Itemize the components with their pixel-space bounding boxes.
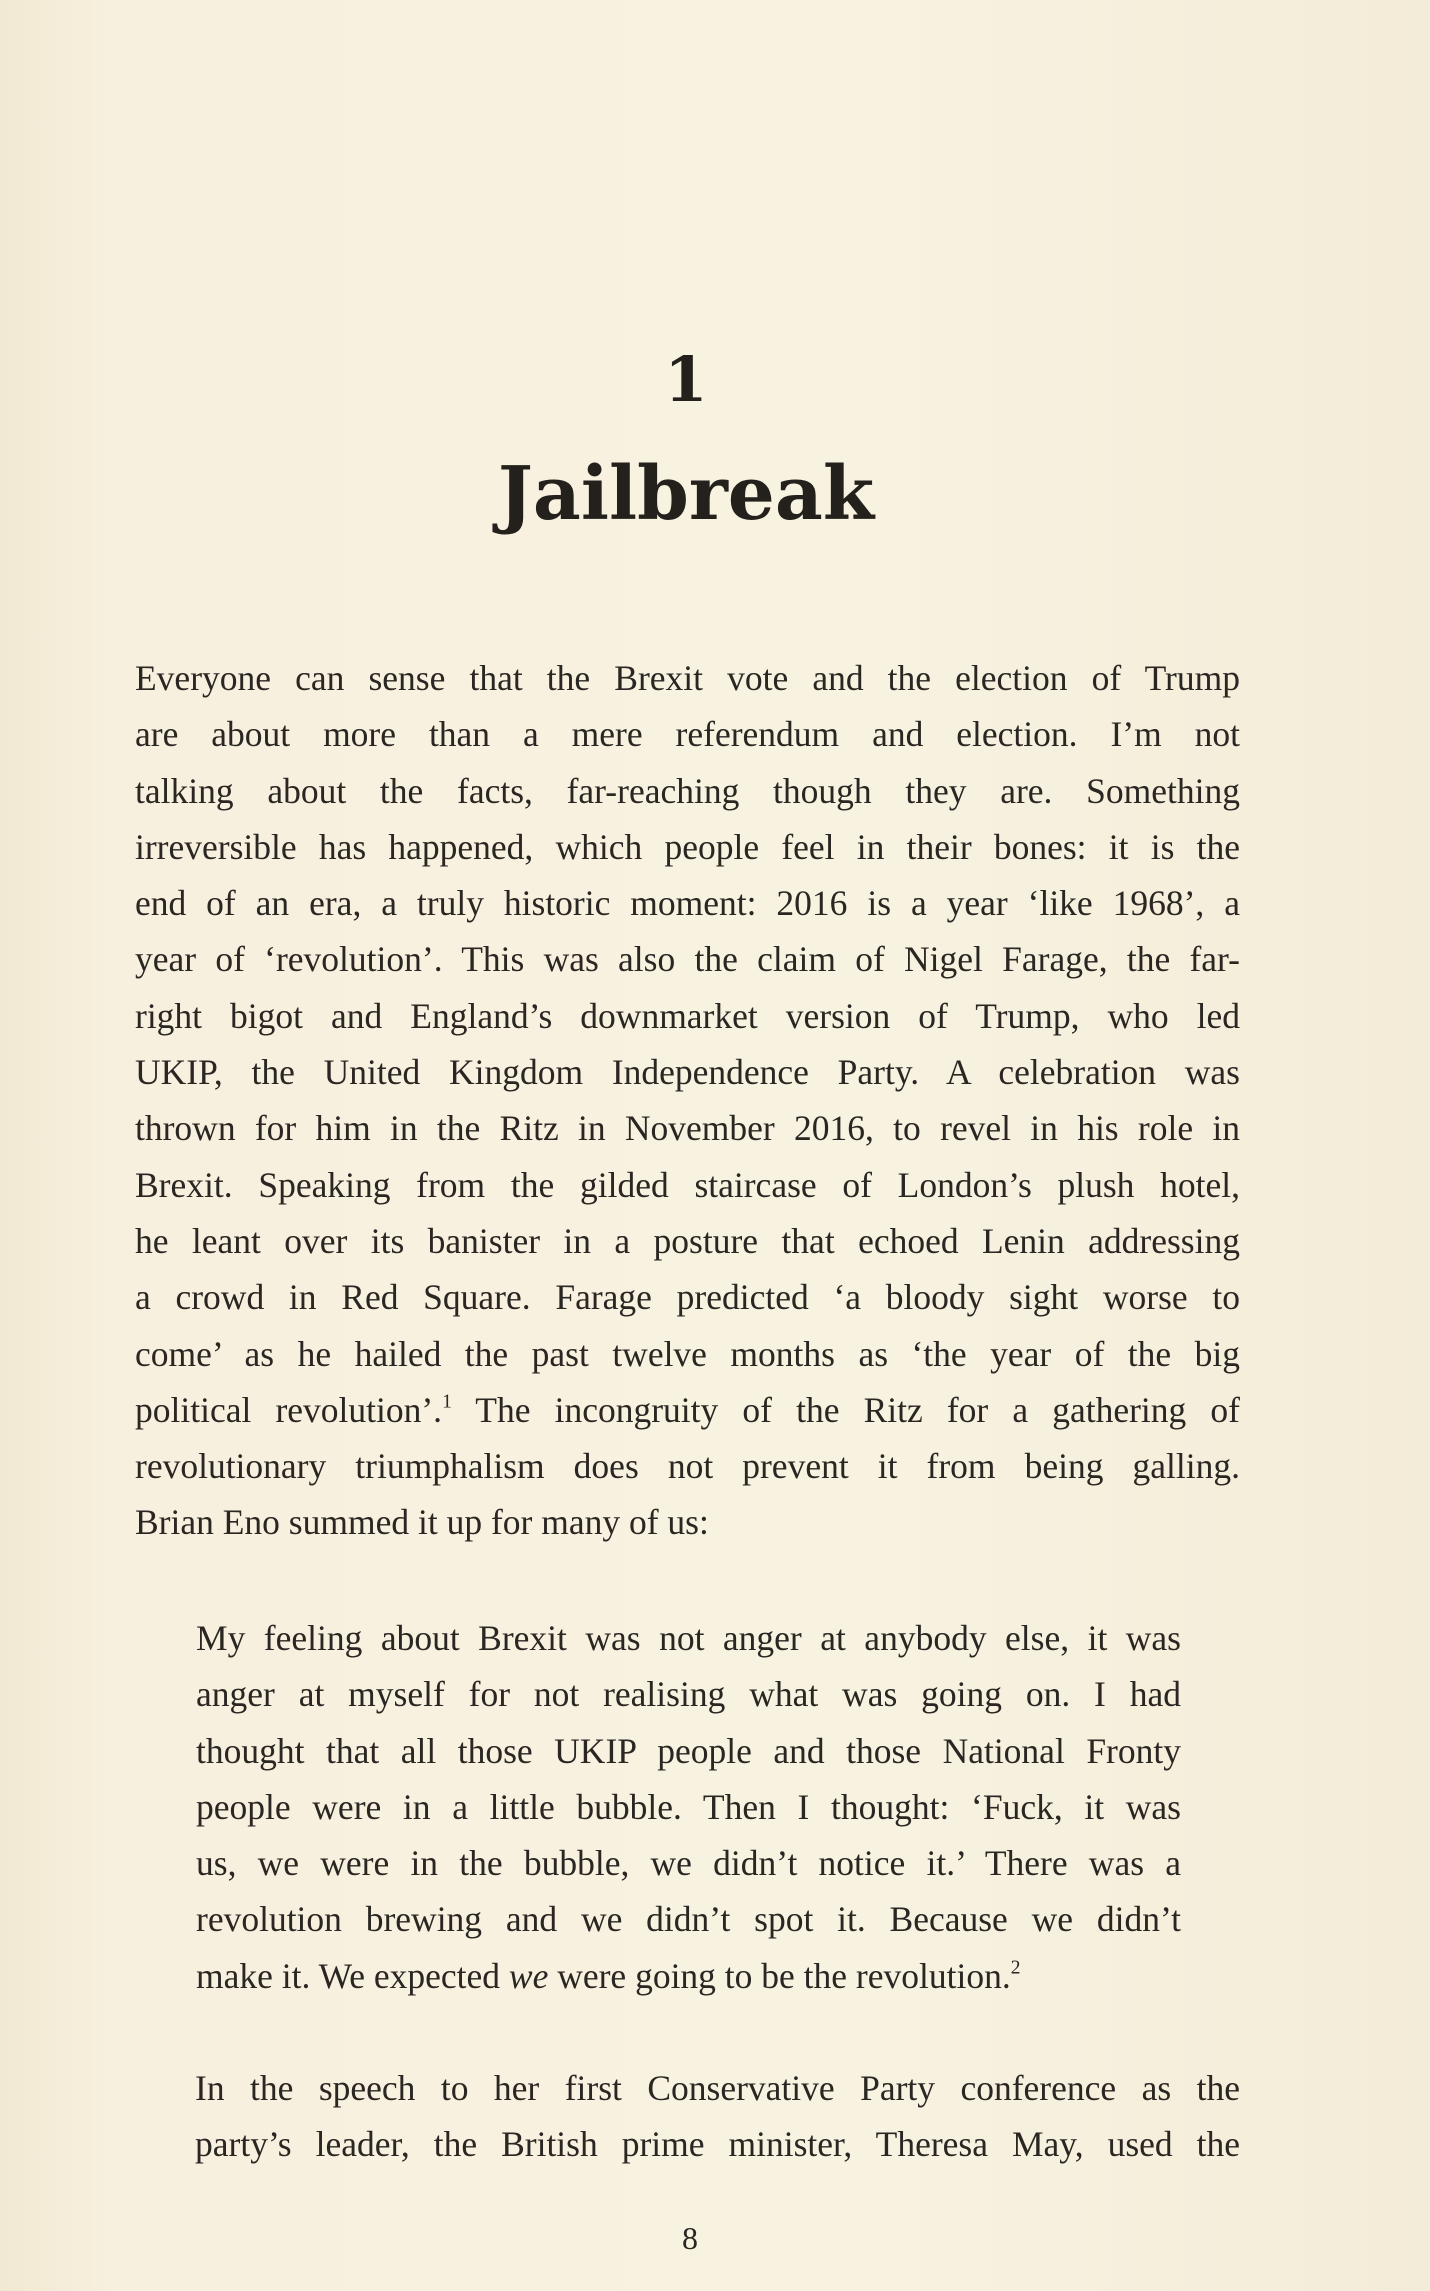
chapter-number: 1 <box>664 343 708 416</box>
block-quote <box>196 1610 1181 2004</box>
text-line: he leant over its banister in a posture that echoed Lenin addressing <box>135 1220 1240 1261</box>
text-line: In the speech to her first Conservative Party conference as the <box>195 2068 1240 2108</box>
quote-line: anger at myself for not realising what was going on. I had <box>196 1674 1181 1715</box>
text-line <box>135 1382 1240 1438</box>
text-line: year of ‘revolution’. This was also the claim of Nigel Farage, the far- <box>135 939 1240 980</box>
body-paragraph-1 <box>135 650 1240 1551</box>
text-line: Everyone can sense that the Brexit vote and the election of Trump <box>135 658 1240 698</box>
text-line: revolutionary triumphalism does not prevent it from being galling. <box>135 1446 1240 1487</box>
text-line: Brexit. Speaking from the gilded staircase of London’s plush hotel, <box>135 1164 1240 1205</box>
text-line: irreversible has happened, which people feel in their bones: it is the <box>135 826 1240 867</box>
text-line: Brian Eno summed it up for many of us: <box>135 1502 709 1543</box>
endnote-marker: 1 <box>442 1391 452 1413</box>
text-line: a crowd in Red Square. Farage predicted ‘a bloody sight worse to <box>135 1277 1240 1318</box>
endnote-marker: 2 <box>1010 1957 1021 1979</box>
emphasis: we <box>508 1955 549 1996</box>
text-line: talking about the facts, far-reaching though they are. Something <box>135 770 1240 811</box>
text-line: end of an era, a truly historic moment: 2016 is a year ‘like 1968’, a <box>135 883 1240 924</box>
page-number: 8 <box>682 2220 698 2256</box>
chapter-title: Jailbreak <box>497 451 875 537</box>
text-fragment: political revolution’. <box>135 1389 443 1430</box>
text-line: are about more than a mere referendum and election. I’m not <box>135 714 1240 755</box>
text-line: come’ as he hailed the past twelve months as ‘the year of the big <box>135 1333 1240 1374</box>
quote-line <box>196 1948 1181 2004</box>
text-line: party’s leader, the British prime minister, Theresa May, used the <box>195 2124 1240 2165</box>
text-fragment: were going to be the revolution. <box>548 1955 1011 1996</box>
quote-line: people were in a little bubble. Then I thought: ‘Fuck, it was <box>196 1786 1181 1827</box>
quote-line: thought that all those UKIP people and those National Fronty <box>196 1730 1181 1771</box>
text-fragment: The incongruity of the Ritz for a gathering of <box>451 1389 1240 1430</box>
quote-line: My feeling about Brexit was not anger at anybody else, it was <box>196 1618 1181 1658</box>
text-line: UKIP, the United Kingdom Independence Party. A celebration was <box>135 1052 1240 1093</box>
body-paragraph-2 <box>135 2060 1240 2173</box>
text-line: right bigot and England’s downmarket version of Trump, who led <box>135 995 1240 1036</box>
quote-line: revolution brewing and we didn’t spot it. Because we didn’t <box>196 1899 1181 1940</box>
text-line: thrown for him in the Ritz in November 2016, to revel in his role in <box>135 1108 1240 1149</box>
text-fragment: make it. We expected <box>196 1955 509 1996</box>
quote-line: us, we were in the bubble, we didn’t notice it.’ There was a <box>196 1843 1181 1884</box>
